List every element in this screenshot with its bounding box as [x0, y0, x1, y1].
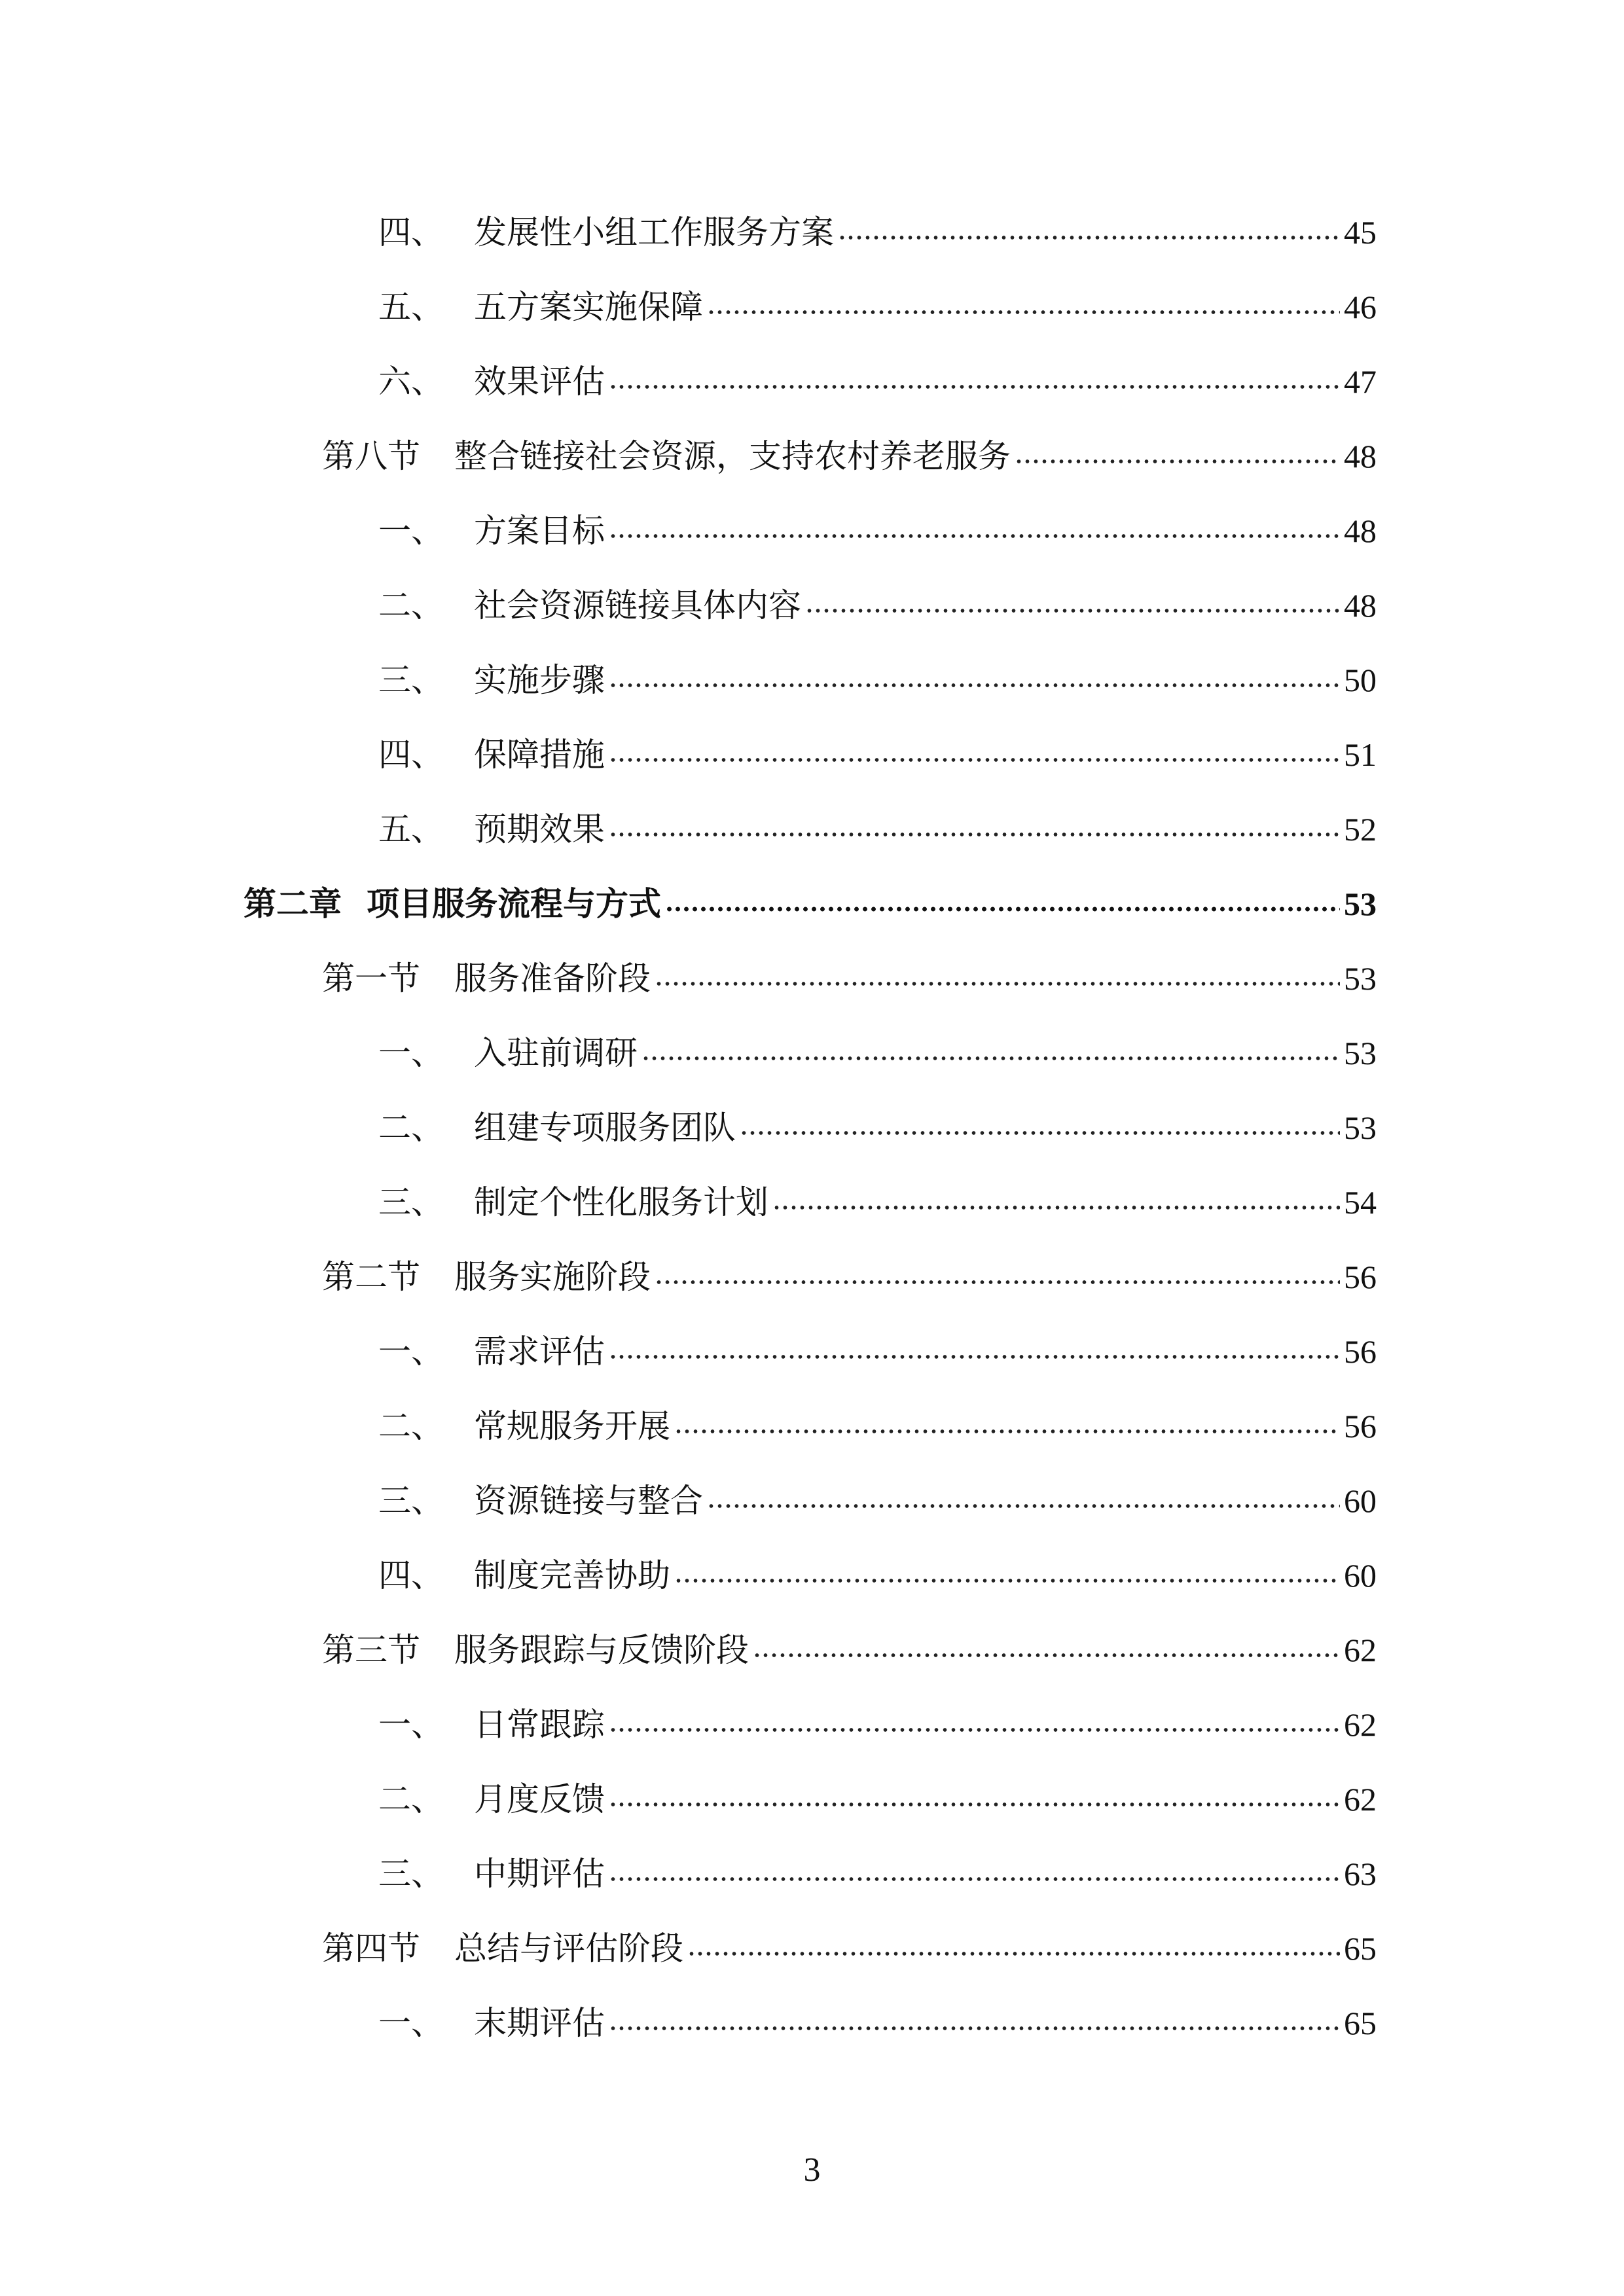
toc-entry-page: 46 [1344, 289, 1377, 325]
toc-entry-title: 发展性小组工作服务方案 [474, 213, 834, 251]
toc-entry-page: 48 [1344, 587, 1377, 624]
toc-entry-title: 社会资源链接具体内容 [474, 586, 801, 624]
dot-leader [740, 1128, 1340, 1138]
toc-entry-prefix: 三、 [378, 1482, 444, 1520]
toc-entry-page: 56 [1344, 1333, 1377, 1370]
dot-leader [687, 1949, 1340, 1958]
toc-entry-page: 53 [1344, 1109, 1377, 1146]
dot-leader [707, 1501, 1340, 1511]
dot-leader [707, 308, 1340, 317]
toc-entry-prefix: 六、 [378, 363, 444, 401]
toc-entry-prefix: 一、 [378, 512, 444, 550]
toc-entry-prefix: 三、 [378, 1183, 444, 1221]
toc-entry-title: 总结与评估阶段 [454, 1929, 683, 1967]
toc-entry[interactable] [378, 1689, 1377, 1744]
toc-entry-title: 保障措施 [474, 736, 605, 774]
toc-entry-prefix: 二、 [378, 1780, 444, 1818]
toc-entry-prefix: 一、 [378, 1333, 444, 1371]
page-number: 3 [803, 2151, 821, 2189]
dot-leader [609, 531, 1340, 541]
toc-entry-title: 入驻前调研 [474, 1034, 638, 1072]
toc-entry[interactable] [378, 196, 1377, 249]
toc-entry[interactable] [378, 495, 1377, 550]
toc-entry-title: 服务准备阶段 [454, 960, 651, 997]
toc-entry-title: 末期评估 [474, 2004, 605, 2042]
toc-entry-prefix: 第一节 [322, 960, 420, 997]
toc-entry[interactable] [378, 1017, 1377, 1072]
dot-leader [609, 681, 1340, 690]
toc-entry-title: 五方案实施保障 [474, 288, 703, 326]
toc-entry-prefix: 四、 [378, 213, 444, 251]
toc-entry[interactable] [322, 1241, 1377, 1296]
dot-leader [655, 1278, 1340, 1287]
toc-entry-page: 48 [1344, 512, 1377, 549]
toc-entry[interactable] [322, 942, 1377, 995]
dot-leader [838, 233, 1340, 242]
toc-entry[interactable] [378, 719, 1377, 774]
toc-entry[interactable] [378, 793, 1377, 846]
toc-entry-title: 资源链接与整合 [474, 1482, 703, 1520]
toc-entry-prefix: 四、 [378, 736, 444, 774]
dot-leader [1015, 457, 1340, 466]
toc-entry-prefix: 一、 [378, 1034, 444, 1072]
dot-leader [674, 1427, 1340, 1436]
toc-entry-title: 实施步骤 [474, 661, 605, 699]
toc-entry-page: 65 [1344, 2005, 1377, 2041]
toc-entry[interactable] [378, 1166, 1377, 1219]
toc-entry[interactable] [378, 346, 1377, 401]
toc-entry-prefix: 第二章 [244, 884, 342, 923]
toc-entry-title: 制度完善协助 [474, 1556, 670, 1594]
toc-entry-page: 52 [1344, 811, 1377, 848]
toc-entry[interactable] [378, 1987, 1377, 2042]
toc-entry-page: 60 [1344, 1482, 1377, 1519]
toc-entry[interactable] [378, 1092, 1377, 1147]
toc-entry-prefix: 第四节 [322, 1929, 420, 1967]
dot-leader [609, 382, 1340, 391]
toc-entry-prefix: 一、 [378, 2004, 444, 2042]
toc-entry-prefix: 二、 [378, 1109, 444, 1147]
dot-leader [609, 755, 1340, 764]
toc-entry-title: 整合链接社会资源，支持农村养老服务 [454, 437, 1011, 475]
toc-entry[interactable] [378, 1465, 1377, 1520]
toc-entry-title: 项目服务流程与方式 [367, 884, 661, 923]
toc-entry-title: 中期评估 [474, 1855, 605, 1893]
toc-entry-prefix: 一、 [378, 1706, 444, 1744]
toc-entry-prefix: 二、 [378, 586, 444, 624]
toc-entry[interactable] [378, 1316, 1377, 1371]
toc-entry-page: 56 [1344, 1259, 1377, 1295]
toc-entry-title: 服务跟踪与反馈阶段 [454, 1631, 749, 1669]
dot-leader [674, 1576, 1340, 1585]
toc-entry-title: 日常跟踪 [474, 1706, 605, 1744]
toc-entry-page: 54 [1344, 1184, 1377, 1221]
toc-entry-title: 方案目标 [474, 512, 605, 550]
toc-entry-page: 62 [1344, 1781, 1377, 1818]
toc-entry-title: 效果评估 [474, 363, 605, 401]
toc-entry-page: 65 [1344, 1930, 1377, 1967]
toc-entry-page: 60 [1344, 1557, 1377, 1594]
toc-entry-page: 63 [1344, 1856, 1377, 1892]
toc-entry[interactable] [378, 1838, 1377, 1893]
toc-entry-page: 56 [1344, 1408, 1377, 1444]
toc-entry-prefix: 第八节 [322, 437, 420, 475]
toc-entry-page: 47 [1344, 363, 1377, 400]
dot-leader [609, 1725, 1340, 1734]
toc-entry-page: 62 [1344, 1706, 1377, 1743]
toc-entry[interactable] [378, 644, 1377, 699]
toc-entry-title: 需求评估 [474, 1333, 605, 1371]
toc-entry[interactable] [378, 1539, 1377, 1592]
dot-leader [753, 1651, 1340, 1660]
toc-entry[interactable] [378, 271, 1377, 326]
toc-entry-page: 50 [1344, 662, 1377, 698]
dot-leader [609, 2024, 1340, 2033]
toc-entry-prefix: 第二节 [322, 1258, 420, 1296]
toc-entry-prefix: 五、 [378, 810, 444, 848]
toc-entry-title: 制定个性化服务计划 [474, 1183, 768, 1221]
toc-entry[interactable] [378, 1390, 1377, 1443]
toc-entry-page: 53 [1344, 886, 1377, 922]
toc-entry[interactable] [378, 569, 1377, 622]
toc-entry-page: 48 [1344, 438, 1377, 475]
dot-leader [665, 905, 1340, 914]
dot-leader [609, 1800, 1340, 1809]
toc-entry-page: 53 [1344, 1035, 1377, 1071]
toc-entry-title: 服务实施阶段 [454, 1258, 651, 1296]
toc-entry[interactable] [244, 868, 1377, 923]
toc-entry-title: 常规服务开展 [474, 1407, 670, 1445]
toc-entry-page: 45 [1344, 214, 1377, 251]
toc-entry-prefix: 三、 [378, 1855, 444, 1893]
dot-leader [609, 1352, 1340, 1361]
toc-entry-prefix: 四、 [378, 1556, 444, 1594]
toc-entry[interactable] [322, 1912, 1377, 1965]
toc-entry-page: 51 [1344, 736, 1377, 773]
toc-entry-title: 月度反馈 [474, 1780, 605, 1818]
toc-entry[interactable] [322, 1614, 1377, 1669]
toc-entry-prefix: 第三节 [322, 1631, 420, 1669]
dot-leader [805, 606, 1340, 615]
toc-entry-title: 预期效果 [474, 810, 605, 848]
toc-entry-prefix: 三、 [378, 661, 444, 699]
toc-entry-prefix: 二、 [378, 1407, 444, 1445]
dot-leader [609, 1874, 1340, 1884]
toc-entry[interactable] [322, 420, 1377, 473]
dot-leader [609, 830, 1340, 839]
toc-entry-page: 62 [1344, 1632, 1377, 1668]
toc-entry-title: 组建专项服务团队 [474, 1109, 736, 1147]
toc-entry[interactable] [378, 1763, 1377, 1816]
toc-entry-prefix: 五、 [378, 288, 444, 326]
toc-entry-page: 53 [1344, 960, 1377, 997]
dot-leader [655, 979, 1340, 988]
dot-leader [772, 1203, 1340, 1212]
dot-leader [641, 1054, 1340, 1063]
